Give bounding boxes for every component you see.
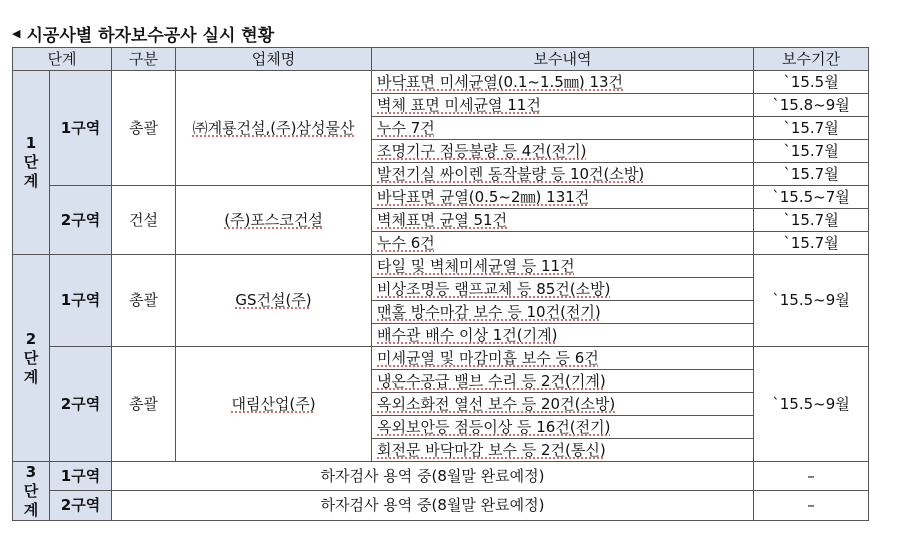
- header-period: 보수기간: [754, 48, 869, 71]
- detail-cell: 하자검사 용역 중(8월말 완료예정): [112, 491, 754, 521]
- detail-cell: 누수 7건: [372, 117, 754, 140]
- stage-1-label: 1 단 계: [13, 71, 50, 255]
- page-title: [12, 20, 274, 46]
- zone-label: 1구역: [50, 71, 112, 186]
- period-cell: `15.8~9월: [754, 94, 869, 117]
- zone-label: 2구역: [50, 186, 112, 255]
- company-cell: ㈜계룡건설,(주)삼성물산: [176, 71, 372, 186]
- triangle-left-icon: ◀: [12, 26, 21, 40]
- period-cell: `15.5월: [754, 71, 869, 94]
- company-cell: 대림산업(주): [176, 347, 372, 462]
- header-stage: 단계: [13, 48, 112, 71]
- zone-label: 2구역: [50, 491, 112, 521]
- zone-label: 1구역: [50, 255, 112, 347]
- period-cell: `15.7월: [754, 140, 869, 163]
- detail-cell: 하자검사 용역 중(8월말 완료예정): [112, 462, 754, 491]
- detail-cell: 벽체표면 균열 51건: [372, 209, 754, 232]
- period-cell: `15.5~7월: [754, 186, 869, 209]
- detail-cell: 조명기구 점등불량 등 4건(전기): [372, 140, 754, 163]
- detail-cell: 누수 6건: [372, 232, 754, 255]
- detail-cell: 비상조명등 램프교체 등 85건(소방): [372, 278, 754, 301]
- stage-3-label: 3 단 계: [13, 462, 50, 521]
- detail-cell: 배수관 배수 이상 1건(기계): [372, 324, 754, 347]
- table-row: [13, 255, 869, 278]
- stage-2-label: 2 단 계: [13, 255, 50, 462]
- table-row: [13, 347, 869, 370]
- period-cell: `15.7월: [754, 232, 869, 255]
- header-row: [13, 48, 869, 71]
- category-cell: 총괄: [112, 255, 176, 347]
- detail-cell: 벽체 표면 미세균열 11건: [372, 94, 754, 117]
- detail-cell: 바닥표면 미세균열(0.1~1.5㎜) 13건: [372, 71, 754, 94]
- category-cell: 총괄: [112, 347, 176, 462]
- period-cell: `15.5~9월: [754, 255, 869, 347]
- detail-cell: 바닥표면 균열(0.5~2㎜) 131건: [372, 186, 754, 209]
- detail-cell: 타일 및 벽체미세균열 등 11건: [372, 255, 754, 278]
- detail-cell: 옥외보안등 점등이상 등 16건(전기): [372, 416, 754, 439]
- table-row: [13, 462, 869, 491]
- period-cell: –: [754, 462, 869, 491]
- table-row: [13, 491, 869, 521]
- zone-label: 1구역: [50, 462, 112, 491]
- detail-cell: 미세균열 및 마감미흡 보수 등 6건: [372, 347, 754, 370]
- detail-cell: 회전문 바닥마감 보수 등 2건(통신): [372, 439, 754, 462]
- company-cell: (주)포스코건설: [176, 186, 372, 255]
- repair-status-table: [12, 47, 869, 521]
- zone-label: 2구역: [50, 347, 112, 462]
- period-cell: `15.7월: [754, 209, 869, 232]
- header-details: 보수내역: [372, 48, 754, 71]
- period-cell: –: [754, 491, 869, 521]
- detail-cell: 냉온수공급 밸브 수리 등 2건(기계): [372, 370, 754, 393]
- detail-cell: 맨홀 방수마감 보수 등 10건(전기): [372, 301, 754, 324]
- category-cell: 건설: [112, 186, 176, 255]
- company-cell: GS건설(주): [176, 255, 372, 347]
- header-company: 업체명: [176, 48, 372, 71]
- period-cell: `15.5~9월: [754, 347, 869, 462]
- period-cell: `15.7월: [754, 163, 869, 186]
- detail-cell: 옥외소화전 열선 보수 등 20건(소방): [372, 393, 754, 416]
- table-row: [13, 186, 869, 209]
- table-row: [13, 71, 869, 94]
- detail-cell: 발전기실 싸이렌 동작불량 등 10건(소방): [372, 163, 754, 186]
- period-cell: `15.7월: [754, 117, 869, 140]
- header-category: 구분: [112, 48, 176, 71]
- title-text: 시공사별 하자보수공사 실시 현황: [26, 25, 275, 46]
- category-cell: 총괄: [112, 71, 176, 186]
